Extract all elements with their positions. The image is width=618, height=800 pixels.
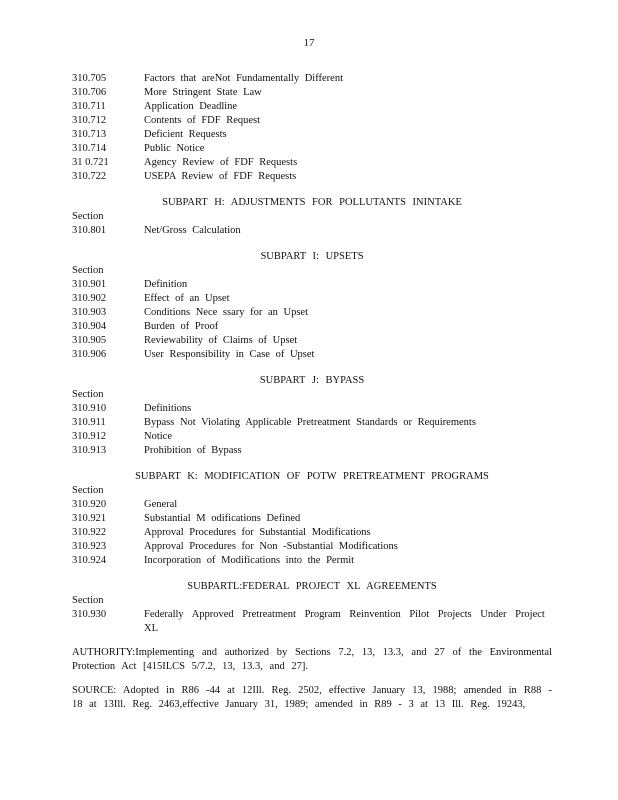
section-title: Incorporation of Modifications into the Permit [144, 555, 355, 566]
section-number: 310.904 [72, 321, 107, 332]
toc-row [72, 292, 552, 306]
toc-row [72, 170, 552, 184]
page-number: 17 [303, 37, 315, 49]
subpart-h [72, 196, 552, 238]
section-title: Substantial M odifications Defined [144, 513, 301, 524]
toc-row [72, 86, 552, 100]
section-number: 310.801 [72, 225, 107, 236]
toc-row [72, 306, 552, 320]
section-title: Factors that areNot Fundamentally Different [144, 73, 344, 84]
subpart-heading: SUBPART H: ADJUSTMENTS FOR POLLUTANTS ININTAKE [162, 197, 462, 208]
section-number: 310.912 [72, 431, 107, 442]
section-title: Definition [144, 279, 188, 290]
toc-row [72, 608, 552, 636]
section-title: Effect of an Upset [144, 293, 230, 304]
section-number: 310.713 [72, 129, 107, 140]
section-title: Conditions Nece ssary for an Upset [144, 307, 309, 318]
section-label: Section [72, 485, 104, 496]
section-number: 310.923 [72, 541, 107, 552]
section-number: 310.901 [72, 279, 107, 290]
toc-row [72, 334, 552, 348]
section-number: 310.722 [72, 171, 107, 182]
section-label: Section [72, 595, 104, 606]
toc-row [72, 416, 552, 430]
section-number: 310.913 [72, 445, 107, 456]
section-label: Section [72, 389, 104, 400]
section-number: 310.706 [72, 87, 107, 98]
section-number: 310.903 [72, 307, 107, 318]
subpart-heading: SUBPARTL:FEDERAL PROJECT XL AGREEMENTS [187, 581, 437, 592]
section-number: 31 0.721 [72, 157, 109, 168]
subpart-heading: SUBPART J: BYPASS [259, 375, 365, 386]
section-title: USEPA Review of FDF Requests [144, 171, 297, 182]
section-title: General [144, 499, 178, 510]
toc-row [72, 526, 552, 540]
section-number: 310.905 [72, 335, 107, 346]
section-title: Reviewability of Claims of Upset [144, 335, 298, 346]
section-title: Federally Approved Pretreatment Program Reinvention Pilot Projects Under Project XL [144, 609, 545, 634]
section-number: 310.920 [72, 499, 107, 510]
section-title: Application Deadline [144, 101, 238, 112]
section-title: Public Notice [144, 143, 205, 154]
toc-row [72, 348, 552, 362]
section-number: 310.902 [72, 293, 107, 304]
toc-row [72, 100, 552, 114]
section-number: 310.711 [72, 101, 106, 112]
section-number: 310.712 [72, 115, 107, 126]
section-title: Approval Procedures for Non -Substantial Modifications [144, 541, 398, 552]
table-of-contents [72, 72, 552, 712]
toc-row [72, 320, 552, 334]
section-title: Prohibition of Bypass [144, 445, 242, 456]
toc-row [72, 128, 552, 142]
toc-row [72, 114, 552, 128]
section-number: 310.911 [72, 417, 106, 428]
toc-row [72, 430, 552, 444]
section-number: 310.705 [72, 73, 107, 84]
source-paragraph: SOURCE: Adopted in R86 -44 at 12Ill. Reg. 2502, effective January 13, 1988; amended in R88 - 18 at 13Ill. Reg. 2463,effective January 31, 1989; amended in R89 - 3 at 13 Ill. Reg. 19243, [72, 685, 552, 710]
section-label: Section [72, 265, 104, 276]
toc-row [72, 142, 552, 156]
section-title: Deficient Requests [144, 129, 227, 140]
toc-row [72, 540, 552, 554]
section-number: 310.906 [72, 349, 107, 360]
section-title: Bypass Not Violating Applicable Pretreatment Standards or Requirements [144, 417, 476, 428]
toc-row [72, 156, 552, 170]
toc-row [72, 498, 552, 512]
section-label: Section [72, 211, 104, 222]
toc-row [72, 72, 552, 86]
section-number: 310.910 [72, 403, 107, 414]
subpart-g-list [72, 72, 552, 184]
section-title: Approval Procedures for Substantial Modifications [144, 527, 371, 538]
section-title: Definitions [144, 403, 192, 414]
section-title: Notice [144, 431, 172, 442]
section-number: 310.924 [72, 555, 107, 566]
section-title: Burden of Proof [144, 321, 219, 332]
subpart-k [72, 470, 552, 568]
toc-row [72, 554, 552, 568]
section-number: 310.922 [72, 527, 107, 538]
subpart-j [72, 374, 552, 458]
section-number: 310.921 [72, 513, 107, 524]
section-title: User Responsibility in Case of Upset [144, 349, 315, 360]
section-number: 310.714 [72, 143, 107, 154]
toc-row [72, 444, 552, 458]
toc-row [72, 512, 552, 526]
section-title: Contents of FDF Request [144, 115, 261, 126]
toc-row [72, 402, 552, 416]
section-number: 310.930 [72, 609, 107, 620]
section-title: More Stringent State Law [144, 87, 262, 98]
section-title: Agency Review of FDF Requests [144, 157, 298, 168]
toc-row [72, 278, 552, 292]
subpart-heading: SUBPART K: MODIFICATION OF POTW PRETREATMENT PROGRAMS [135, 471, 489, 482]
subpart-heading: SUBPART I: UPSETS [260, 251, 364, 262]
toc-row [72, 224, 552, 238]
authority-paragraph: AUTHORITY:Implementing and authorized by Sections 7.2, 13, 13.3, and 27 of the Environmental Protection Act [415ILCS 5/7.2, 13, 13.3, and 27]. [72, 647, 552, 672]
subpart-l [72, 580, 552, 636]
subpart-i [72, 250, 552, 362]
section-title: Net/Gross Calculation [144, 225, 241, 236]
